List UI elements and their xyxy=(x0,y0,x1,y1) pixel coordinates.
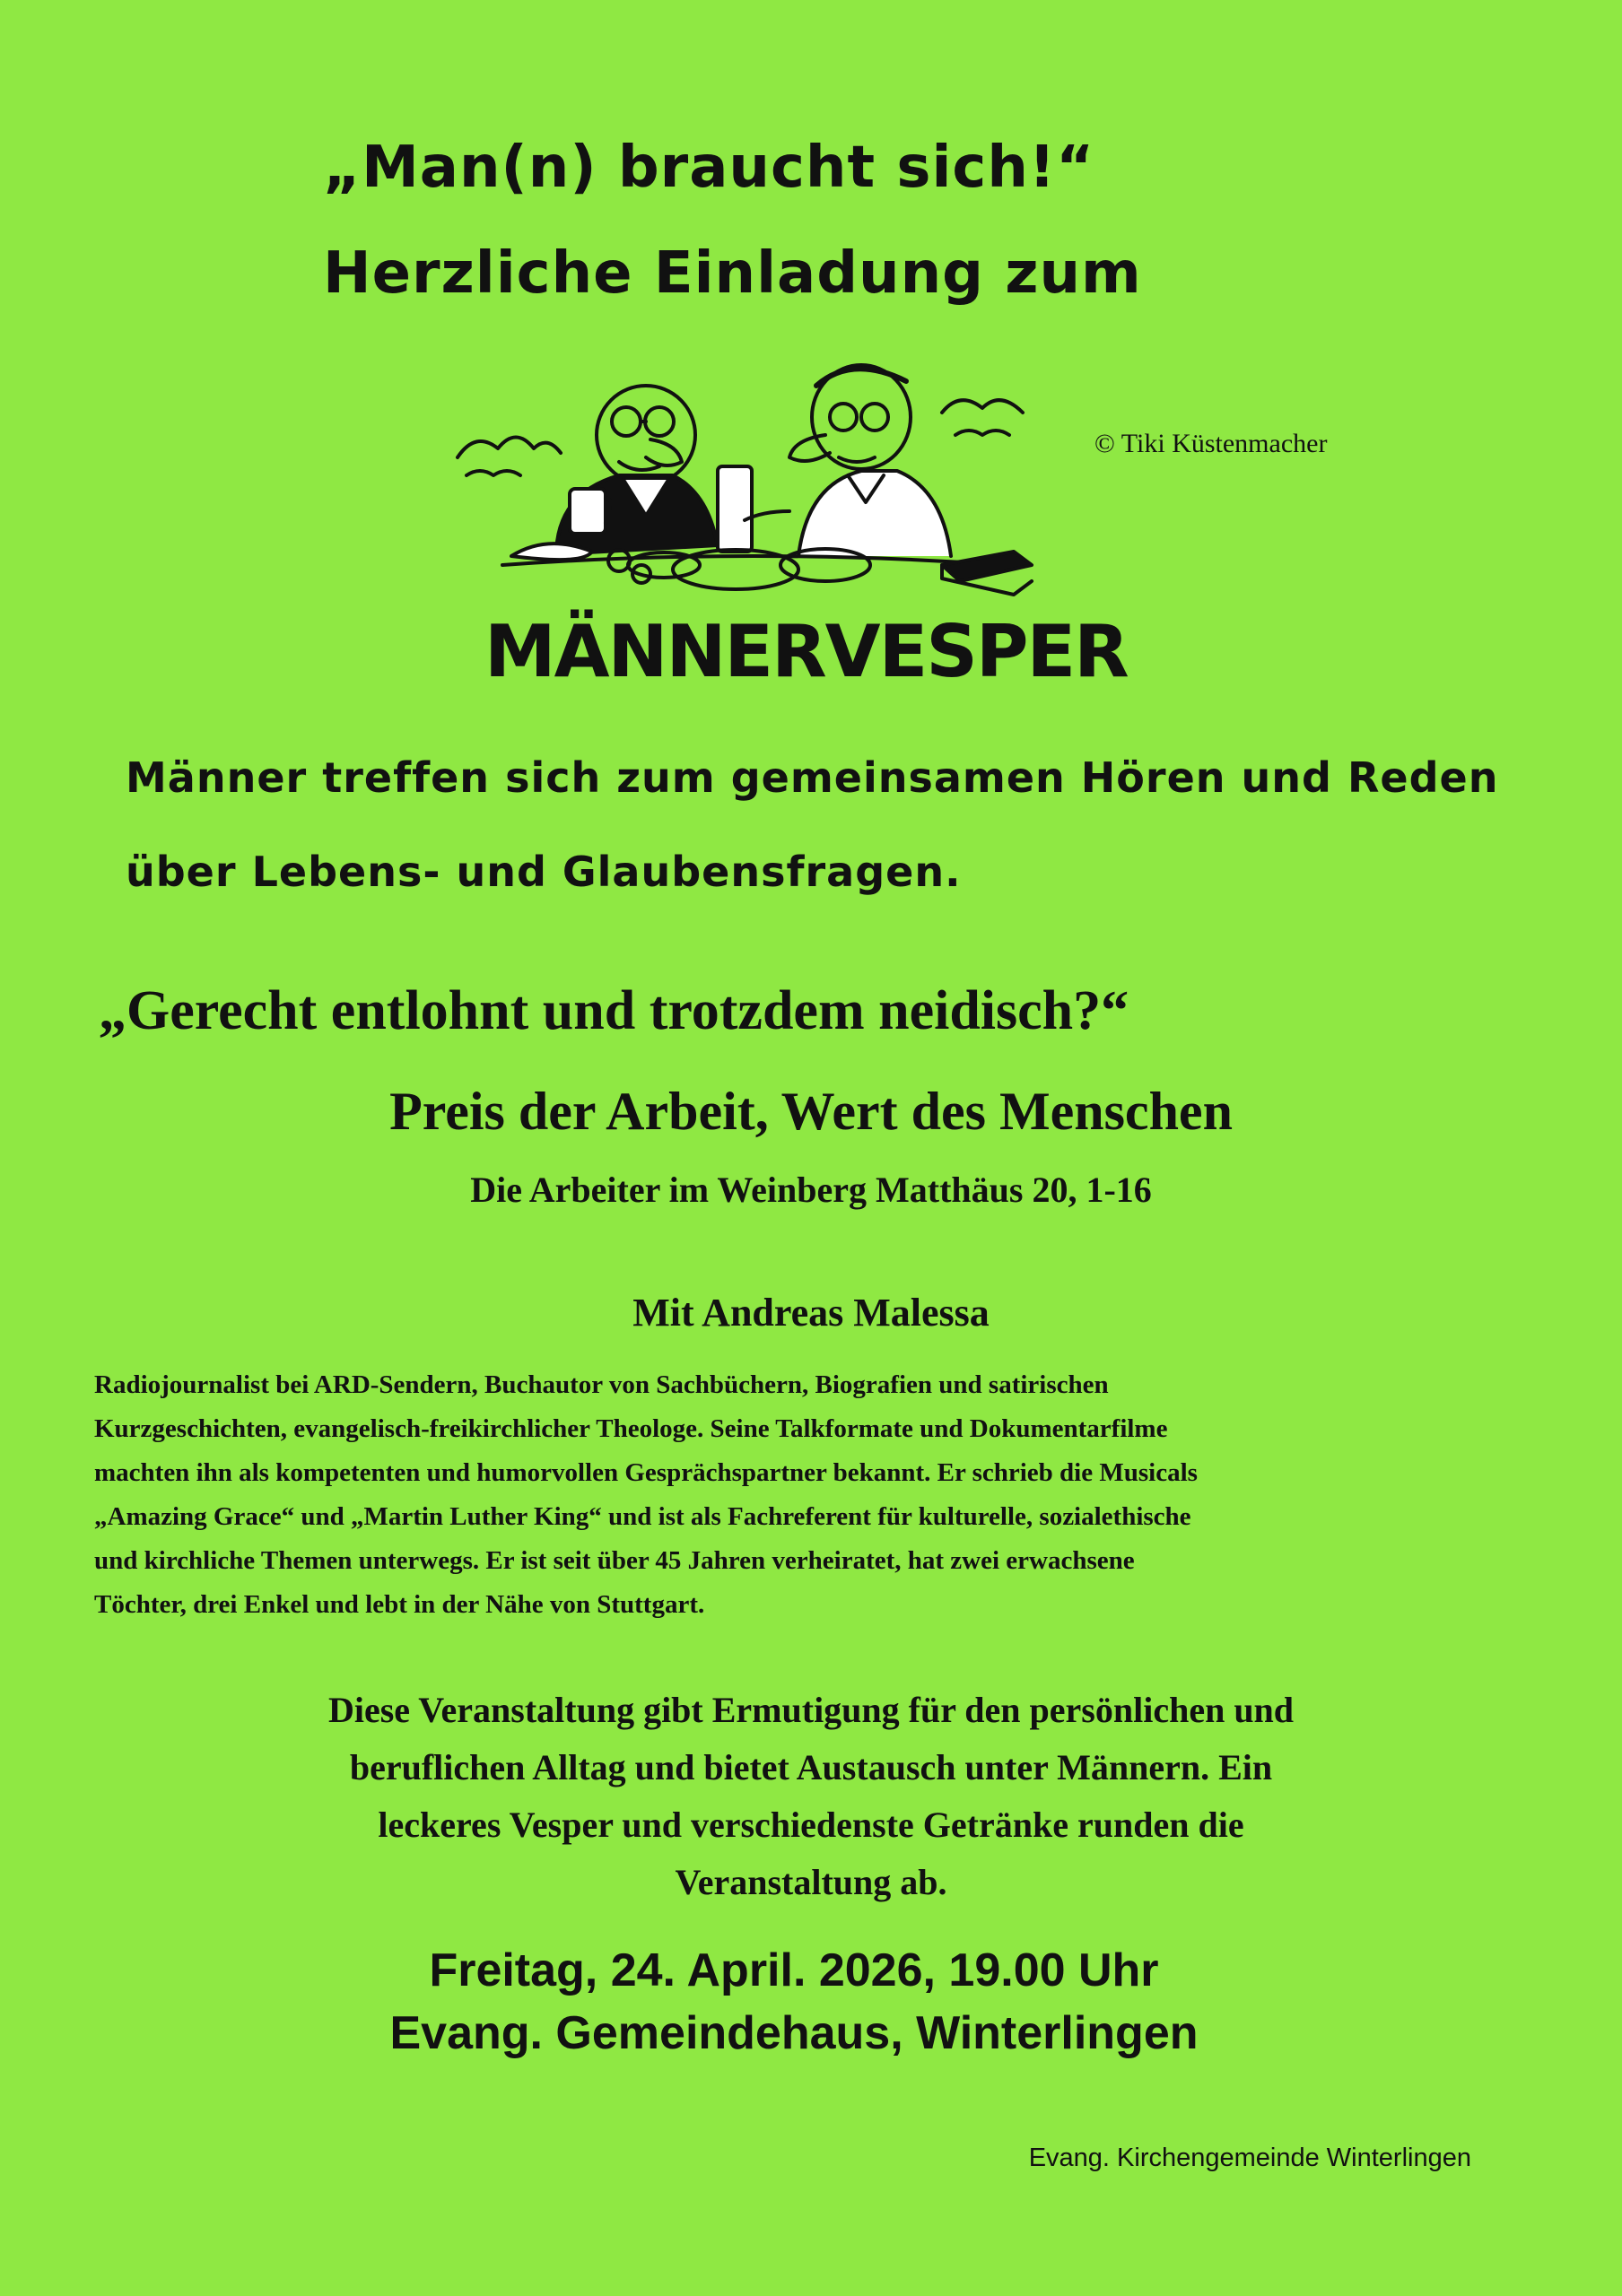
topic-subtitle: Preis der Arbeit, Wert des Menschen xyxy=(389,1082,1233,1141)
event-description-line: Veranstaltung ab. xyxy=(675,1862,947,1902)
speaker-bio-line: „Amazing Grace“ und „Martin Luther King“ und ist als Fachreferent für kulturelle, sozialethische xyxy=(94,1502,1191,1531)
event-date-time: Freitag, 24. April. 2026, 19.00 Uhr xyxy=(429,1944,1159,1996)
event-location: Evang. Gemeindehaus, Winterlingen xyxy=(389,2007,1199,2059)
speaker-bio-line: Töchter, drei Enkel und lebt in der Nähe von Stuttgart. xyxy=(94,1590,705,1619)
intro-line-1: Männer treffen sich zum gemeinsamen Hören und Reden xyxy=(126,753,1499,802)
event-description-line: Diese Veranstaltung gibt Ermutigung für den persönlichen und xyxy=(327,1690,1295,1730)
topic-title: „Gerecht entlohnt und trotzdem neidisch?“ xyxy=(99,980,1129,1041)
speaker-bio-line: Radiojournalist bei ARD-Sendern, Buchautor von Sachbüchern, Biografien und satirischen xyxy=(94,1370,1109,1399)
maennervesper-logo-title: MÄNNERVESPER xyxy=(484,610,1128,693)
event-description-line: beruflichen Alltag und bietet Austausch unter Männern. Ein xyxy=(349,1747,1273,1787)
header-subtitle: Herzliche Einladung zum xyxy=(323,240,1142,307)
header-title: „Man(n) braucht sich!“ xyxy=(323,135,1095,201)
speaker-bio-line: und kirchliche Themen unterwegs. Er ist seit über 45 Jahren verheiratet, hat zwei erwachsene xyxy=(94,1546,1135,1575)
scripture-reference: Die Arbeiter im Weinberg Matthäus 20, 1-16 xyxy=(470,1170,1152,1210)
maennervesper-cartoon-illustration xyxy=(440,350,1068,619)
speaker-name: Mit Andreas Malessa xyxy=(632,1291,990,1335)
speaker-bio-line: machten ihn als kompetenten und humorvollen Gesprächspartner bekannt. Er schrieb die Musicals xyxy=(94,1458,1198,1487)
event-description-line: leckeres Vesper und verschiedenste Getränke runden die xyxy=(378,1805,1244,1845)
speaker-bio-line: Kurzgeschichten, evangelisch-freikirchlicher Theologe. Seine Talkformate und Dokumentarfilme xyxy=(94,1414,1168,1443)
speaker-bio xyxy=(94,1363,1480,1627)
intro-line-2: über Lebens- und Glaubensfragen. xyxy=(126,848,962,896)
organizer-name: Evang. Kirchengemeinde Winterlingen xyxy=(1028,2144,1471,2172)
copyright-credit: © Tiki Küstenmacher xyxy=(1094,429,1328,458)
event-description xyxy=(135,1682,1487,1911)
